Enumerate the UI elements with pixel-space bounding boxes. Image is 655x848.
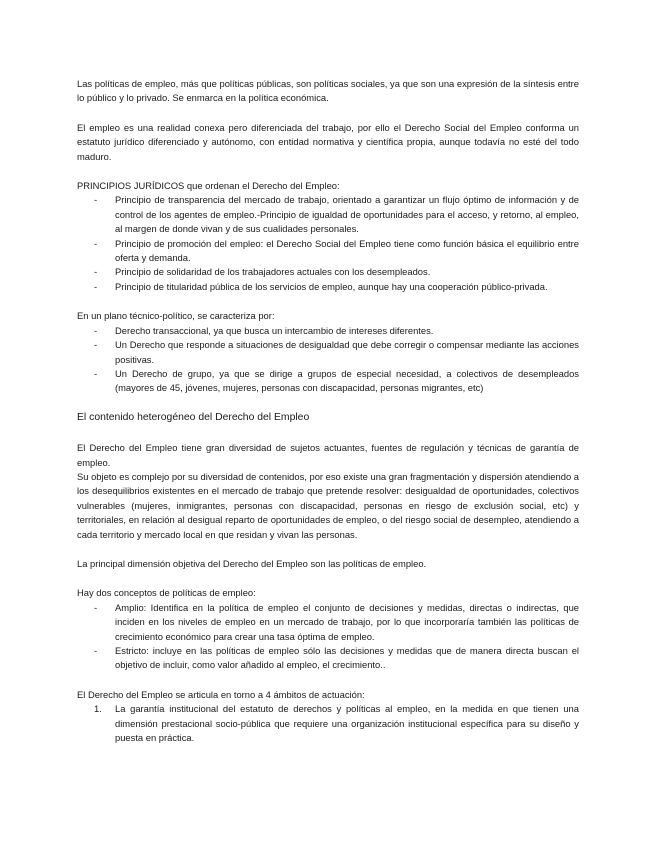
list-item: - Un Derecho que responde a situaciones de desigualdad que debe corregir o compensar mediante las acciones positivas. — [77, 338, 579, 367]
list-item — [77, 702, 579, 745]
principles-intro: PRINCIPIOS JURÍDICOS que ordenan el Derecho del Empleo: — [77, 180, 340, 192]
paragraph-public-policies: Las políticas de empleo, más que políticas públicas, son políticas sociales, ya que son una expresión de la síntesis entre lo público y lo privado. Se enmarca en la política económica. — [77, 78, 579, 104]
technical-plane-intro: En un plano técnico-político, se caracteriza por: — [77, 310, 275, 322]
list-text: La garantía institucional del estatuto de derechos y políticas al empleo, en la medida en que tienen una dimensión prestacional socio-pública que requiere una organización institucional específica para su diseño y puesta en práctica. — [115, 703, 579, 744]
concepts-intro: Hay dos conceptos de políticas de empleo: — [77, 587, 256, 599]
technical-plane-list — [77, 324, 579, 396]
list-item: - Principio de transparencia del mercado de trabajo, orientado a garantizar un flujo óptimo de información y de control de los agentes de empleo.-Principio de igualdad de oportunidades para el acceso, y retorno, al empleo, al margen de donde vivan y de sus cualidades personales. — [77, 193, 579, 236]
list-item: - Principio de solidaridad de los trabajadores actuales con los desempleados. — [77, 265, 579, 279]
areas-intro: El Derecho del Empleo se articula en torno a 4 ámbitos de actuación: — [77, 688, 365, 700]
list-item: - Estricto: incluye en las políticas de empleo sólo las decisiones y medidas que de manera directa buscan el objetivo de incluir, como valor añadido al empleo, el crecimiento.. — [77, 644, 579, 673]
section-heading: El contenido heterogéneo del Derecho del Empleo — [77, 411, 310, 423]
list-item: - Derecho transaccional, ya que busca un intercambio de intereses diferentes. — [77, 324, 579, 338]
paragraph-employment-reality: El empleo es una realidad conexa pero diferenciada del trabajo, por ello el Derecho Social del Empleo conforma un estatuto jurídico diferenciado y autónomo, con entidad normativa y científica propia, aunque todavía no esté del todo maduro. — [77, 121, 579, 162]
list-item: - Un Derecho de grupo, ya que se dirige a grupos de especial necesidad, a colectivos de desempleados (mayores de 45, jóvenes, mujeres, personas con discapacidad, personas migrantes, etc) — [77, 367, 579, 396]
areas-list — [77, 702, 579, 745]
list-item: - Principio de promoción del empleo: el Derecho Social del Empleo tiene como función básica el equilibrio entre oferta y demanda. — [77, 237, 579, 266]
paragraph-diversity: El Derecho del Empleo tiene gran diversidad de sujetos actuantes, fuentes de regulación y técnicas de garantía de empleo. — [77, 442, 579, 468]
concepts-list — [77, 601, 579, 673]
paragraph-main-dimension: La principal dimensión objetiva del Derecho del Empleo son las políticas de empleo. — [77, 557, 427, 569]
principles-list — [77, 193, 579, 294]
paragraph-object-complex: Su objeto es complejo por su diversidad de contenidos, por eso existe una gran fragmentación y dispersión atendiendo a los desequilibrios existentes en el mercado de trabajo que pretende resolver: desigualdad de oportunidades, colectivos vulnerables (mujeres, inmigrantes, personas con discapacidad, personas en riesgo de exclusión social, etc) y territoriales, en relación al desigual reparto de oportunidades de empleo, o del riesgo social de desempleo, atendiendo a cada territorio y mercado local en que residan y vivan las personas. — [77, 470, 579, 540]
list-item: - Principio de titularidad pública de los servicios de empleo, aunque hay una cooperación público-privada. — [77, 280, 579, 294]
list-number: 1. — [94, 703, 102, 715]
list-item: - Amplio: Identifica en la política de empleo el conjunto de decisiones y medidas, directas o indirectas, que inciden en los niveles de empleo en un mercado de trabajo, por lo que incorporaría también las políticas de crecimiento económico para crear una tasa óptima de empleo. — [77, 601, 579, 644]
